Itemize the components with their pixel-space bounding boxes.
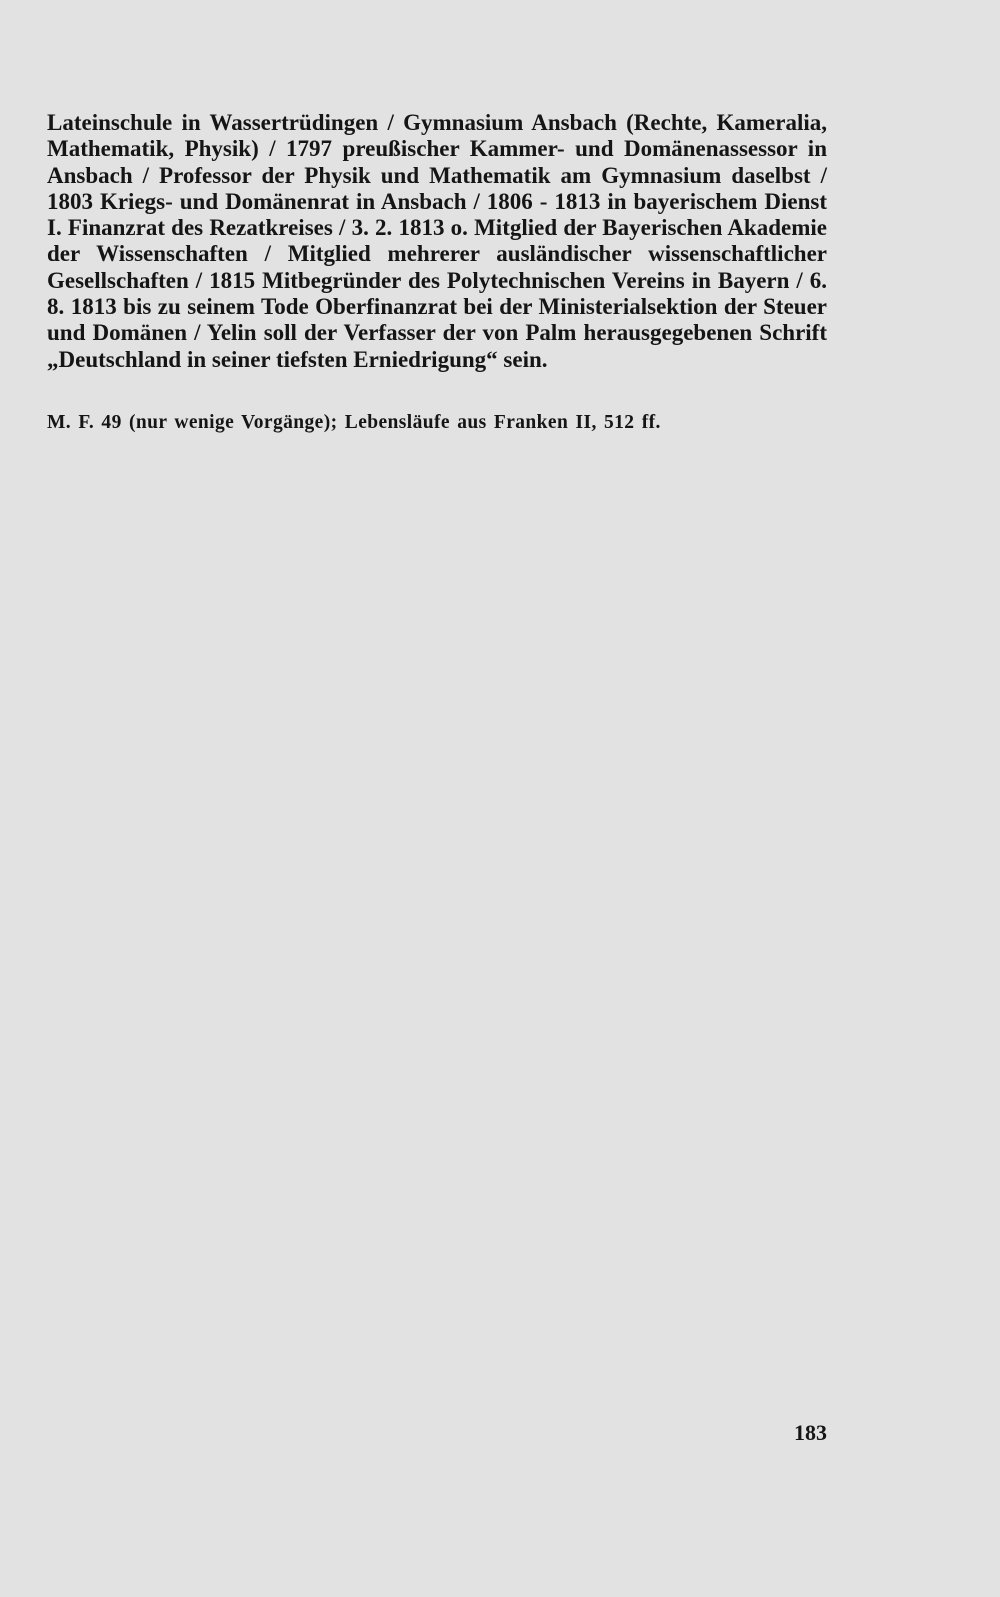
- source-reference: M. F. 49 (nur wenige Vorgänge); Lebensläufe aus Franken II, 512 ff.: [47, 412, 661, 433]
- page-number: 183: [794, 1420, 827, 1445]
- biography-paragraph: Lateinschule in Wassertrüdingen / Gymnasium Ansbach (Rechte, Kameralia, Mathematik, Physik) / 1797 preußischer Kammer- und Domänenassessor in Ansbach / Professor der Physik und Mathematik am Gymnasium daselbst / 1803 Kriegs- und Domänenrat in Ansbach / 1806 - 1813 in bayerischem Dienst I. Finanzrat des Rezatkreises / 3. 2. 1813 o. Mitglied der Bayerischen Akademie der Wissenschaften / Mitglied mehrerer ausländischer wissenschaftlicher Gesellschaften / 1815 Mitbegründer des Polytechnischen Vereins in Bayern / 6. 8. 1813 bis zu seinem Tode Oberfinanzrat bei der Ministerialsektion der Steuer und Domänen / Yelin soll der Verfasser der von Palm herausgegebenen Schrift „Deutschland in seiner tiefsten Erniedrigung“ sein.: [47, 110, 827, 372]
